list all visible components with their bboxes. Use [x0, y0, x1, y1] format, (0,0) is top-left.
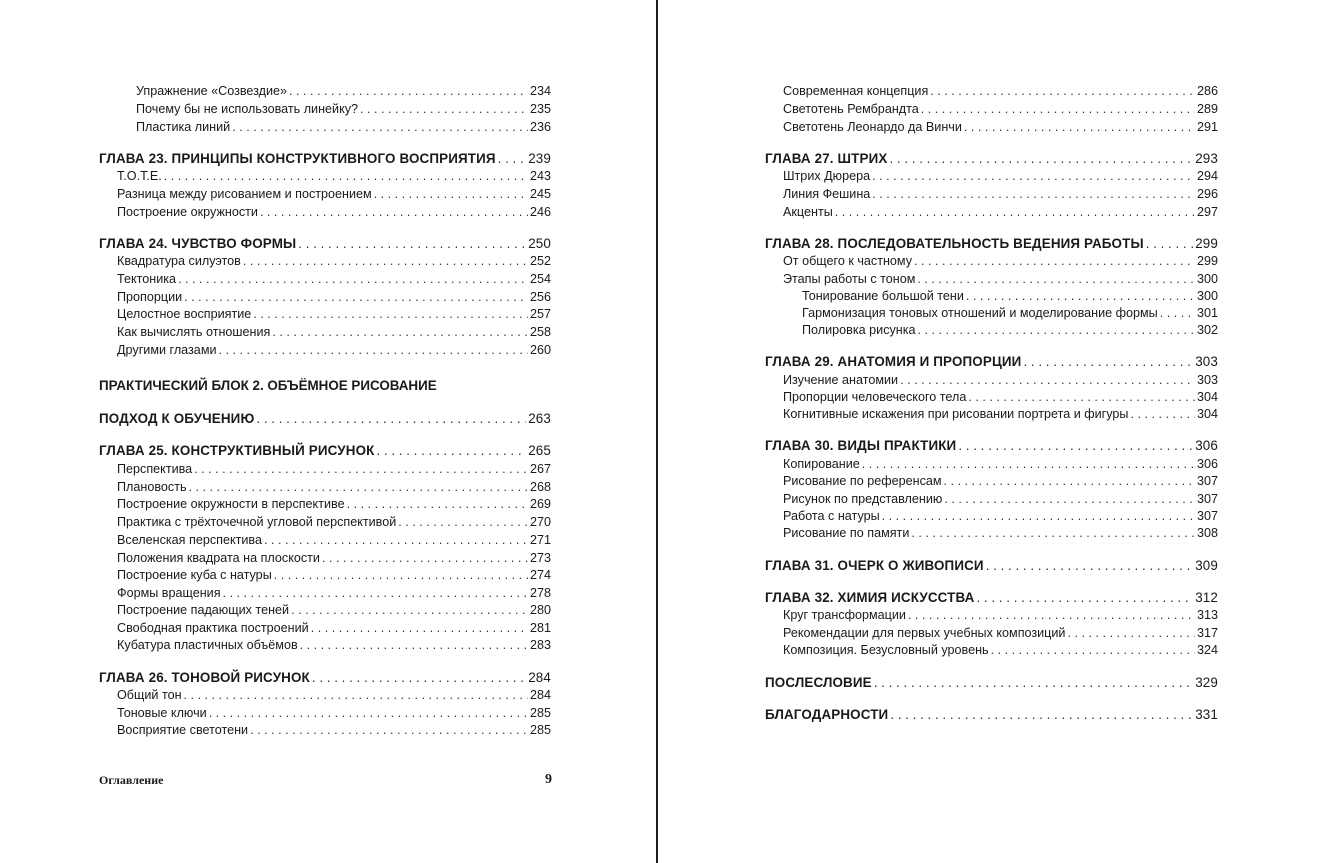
- toc-chapter-title: ПОСЛЕСЛОВИЕ: [765, 675, 872, 690]
- toc-entry: [783, 118, 1218, 136]
- toc-entry: [783, 405, 1218, 423]
- toc-entry-title: Когнитивные искажения при рисовании портрета и фигуры: [783, 407, 1129, 421]
- leader-dots: [889, 150, 1193, 168]
- toc-entry-page: 258: [529, 325, 551, 339]
- toc-chapter: [765, 150, 1218, 168]
- toc-entry-title: Разница между рисованием и построением: [117, 187, 372, 201]
- toc-entry-page: 297: [1196, 205, 1218, 219]
- toc-chapter: [765, 235, 1218, 253]
- toc-subentry: [802, 287, 1218, 305]
- leader-dots: [360, 100, 528, 118]
- toc-entry-title: Почему бы не использовать линейку?: [136, 102, 359, 116]
- toc-entry-title: Работа с натуры: [783, 509, 880, 523]
- toc-entry: [117, 270, 551, 288]
- toc-entry-page: 286: [1196, 84, 1218, 98]
- leader-dots: [900, 371, 1195, 389]
- toc-entry-page: 299: [1195, 236, 1218, 251]
- toc-entry-page: 278: [529, 586, 551, 600]
- toc-entry: [783, 270, 1218, 288]
- toc-entry-page: 235: [529, 102, 551, 116]
- leader-dots: [874, 674, 1193, 692]
- toc-entry-page: 283: [529, 638, 551, 652]
- toc-entry: [783, 388, 1218, 406]
- toc-entry-title: Изучение анатомии: [783, 373, 899, 387]
- toc-entry-title: Линия Фешина: [783, 187, 871, 201]
- toc-entry: [117, 531, 551, 549]
- toc-chapter-title: ГЛАВА 27. ШТРИХ: [765, 151, 888, 166]
- toc-entry-page: 273: [529, 551, 551, 565]
- toc-entry: [117, 601, 551, 619]
- leader-dots: [882, 507, 1195, 525]
- leader-dots: [991, 641, 1195, 659]
- toc-entry-page: 284: [529, 688, 551, 702]
- toc-entry: [783, 203, 1218, 221]
- leader-dots: [1067, 624, 1195, 642]
- toc-entry-page: 281: [529, 621, 551, 635]
- leader-dots: [291, 601, 528, 619]
- toc-entry-title: Другими глазами: [117, 343, 217, 357]
- toc-entry: [783, 490, 1218, 508]
- leader-dots: [184, 686, 528, 704]
- toc-entry-title: Полировка рисунка: [802, 323, 916, 337]
- toc-entry-title: Общий тон: [117, 688, 182, 702]
- leader-dots: [178, 270, 528, 288]
- toc-entry-page: 234: [529, 84, 551, 98]
- toc-entry-page: 307: [1196, 509, 1218, 523]
- leader-dots: [256, 410, 526, 428]
- leader-dots: [184, 288, 528, 306]
- leader-dots: [243, 252, 528, 270]
- toc-entry: [117, 460, 551, 478]
- toc-entry-title: Практика с трёхточечной угловой перспективой: [117, 515, 397, 529]
- toc-entry: [783, 371, 1218, 389]
- toc-entry-page: 309: [1195, 558, 1218, 573]
- leader-dots: [164, 167, 528, 185]
- toc-entry-page: 280: [529, 603, 551, 617]
- toc-entry-page: 269: [529, 497, 551, 511]
- leader-dots: [921, 100, 1195, 118]
- toc-entry-page: 329: [1195, 675, 1218, 690]
- toc-entry: [117, 495, 551, 513]
- leader-dots: [209, 704, 528, 722]
- toc-entry-title: Пропорции человеческого тела: [783, 390, 967, 404]
- toc-entry-title: Как вычислять отношения: [117, 325, 271, 339]
- toc-entry: [136, 118, 551, 136]
- toc-entry: [117, 636, 551, 654]
- toc-entry-page: 245: [529, 187, 551, 201]
- toc-entry-title: Вселенская перспектива: [117, 533, 262, 547]
- toc-entry: [783, 524, 1218, 542]
- toc-entry-title: Рекомендации для первых учебных композиций: [783, 626, 1066, 640]
- leader-dots: [908, 606, 1195, 624]
- toc-entry-page: 239: [528, 151, 551, 166]
- leader-dots: [914, 252, 1195, 270]
- leader-dots: [312, 669, 526, 687]
- toc-entry-title: Целостное восприятие: [117, 307, 252, 321]
- toc-entry-page: 303: [1196, 373, 1218, 387]
- toc-entry-page: 303: [1195, 354, 1218, 369]
- toc-entry: [117, 252, 551, 270]
- toc-entry-title: Построение окружности: [117, 205, 258, 219]
- toc-entry-page: 271: [529, 533, 551, 547]
- leader-dots: [274, 566, 528, 584]
- toc-entry-title: Рисунок по представлению: [783, 492, 943, 506]
- leader-dots: [219, 341, 528, 359]
- toc-entry-page: 252: [529, 254, 551, 268]
- toc-entry-title: Тектоника: [117, 272, 177, 286]
- toc-entry-page: 306: [1196, 457, 1218, 471]
- toc-entry: [783, 624, 1218, 642]
- toc-chapter: [765, 706, 1218, 724]
- toc-entry: [783, 507, 1218, 525]
- toc-entry-title: Акценты: [783, 205, 833, 219]
- toc-entry-page: 243: [529, 169, 551, 183]
- toc-entry-title: Светотень Рембрандта: [783, 102, 919, 116]
- toc-entry-title: От общего к частному: [783, 254, 913, 268]
- toc-entry-page: 304: [1196, 407, 1218, 421]
- toc-block-heading: [99, 377, 551, 395]
- toc-entry-title: Построение куба с натуры: [117, 568, 272, 582]
- toc-chapter-title: ГЛАВА 23. ПРИНЦИПЫ КОНСТРУКТИВНОГО ВОСПРИЯТИЯ: [99, 151, 496, 166]
- toc-entry-page: 308: [1196, 526, 1218, 540]
- toc-chapter-title: ГЛАВА 29. АНАТОМИЯ И ПРОПОРЦИИ: [765, 354, 1022, 369]
- leader-dots: [917, 270, 1195, 288]
- toc-entry: [117, 288, 551, 306]
- toc-entry: [783, 82, 1218, 100]
- toc-entry-title: Построение окружности в перспективе: [117, 497, 345, 511]
- toc-entry: [117, 185, 551, 203]
- toc-entry-page: 291: [1196, 120, 1218, 134]
- toc-entry-page: 256: [529, 290, 551, 304]
- footer-running-title: Оглавление: [99, 773, 164, 787]
- toc-entry-page: 300: [1196, 289, 1218, 303]
- leader-dots: [872, 185, 1195, 203]
- toc-entry-page: 285: [529, 723, 551, 737]
- toc-chapter-title: ПОДХОД К ОБУЧЕНИЮ: [99, 411, 255, 426]
- toc-entry-page: 294: [1196, 169, 1218, 183]
- leader-dots: [986, 557, 1194, 575]
- toc-entry-title: T.O.T.E.: [117, 169, 162, 183]
- leader-dots: [232, 118, 528, 136]
- leader-dots: [250, 721, 528, 739]
- toc-chapter-title: ГЛАВА 25. КОНСТРУКТИВНЫЙ РИСУНОК: [99, 443, 375, 458]
- toc-entry-title: Упражнение «Созвездие»: [136, 84, 288, 98]
- toc-entry-title: Тоновые ключи: [117, 706, 207, 720]
- toc-chapter: [99, 150, 551, 168]
- toc-entry-page: 307: [1196, 492, 1218, 506]
- toc-entry-title: Плановость: [117, 480, 187, 494]
- toc-entry-title: Положения квадрата на плоскости: [117, 551, 320, 565]
- leader-dots: [918, 321, 1195, 339]
- toc-entry-page: 284: [528, 670, 551, 685]
- leader-dots: [264, 531, 528, 549]
- toc-entry-page: 263: [528, 411, 551, 426]
- toc-chapter: [765, 353, 1218, 371]
- leader-dots: [964, 118, 1195, 136]
- leader-dots: [958, 437, 1193, 455]
- toc-entry-page: 317: [1196, 626, 1218, 640]
- toc-entry: [783, 252, 1218, 270]
- toc-chapter: [99, 235, 551, 253]
- toc-entry: [117, 619, 551, 637]
- toc-chapter: [99, 669, 551, 687]
- toc-entry-page: 274: [529, 568, 551, 582]
- toc-entry: [117, 566, 551, 584]
- toc-entry-page: 236: [529, 120, 551, 134]
- toc-entry: [117, 323, 551, 341]
- page-gutter-divider: [656, 0, 658, 863]
- toc-subentry: [802, 304, 1218, 322]
- leader-dots: [311, 619, 528, 637]
- toc-entry: [117, 341, 551, 359]
- toc-entry: [117, 478, 551, 496]
- toc-entry-title: Современная концепция: [783, 84, 929, 98]
- leader-dots: [911, 524, 1195, 542]
- toc-entry-page: 246: [529, 205, 551, 219]
- toc-entry-page: 268: [529, 480, 551, 494]
- leader-dots: [498, 150, 527, 168]
- toc-entry-page: 313: [1196, 608, 1218, 622]
- leader-dots: [253, 305, 528, 323]
- toc-entry-title: Пластика линий: [136, 120, 231, 134]
- leader-dots: [944, 472, 1195, 490]
- toc-entry-page: 306: [1195, 438, 1218, 453]
- toc-entry: [783, 100, 1218, 118]
- leader-dots: [260, 203, 528, 221]
- footer-page-number: 9: [545, 772, 552, 787]
- toc-entry-page: 257: [529, 307, 551, 321]
- toc-entry-title: Восприятие светотени: [117, 723, 249, 737]
- toc-entry-page: 270: [529, 515, 551, 529]
- leader-dots: [298, 235, 526, 253]
- leader-dots: [930, 82, 1195, 100]
- leader-dots: [872, 167, 1195, 185]
- toc-entry-page: 293: [1195, 151, 1218, 166]
- toc-entry: [117, 203, 551, 221]
- leader-dots: [300, 636, 528, 654]
- toc-entry: [117, 704, 551, 722]
- toc-chapter: [765, 437, 1218, 455]
- toc-entry-title: Штрих Дюрера: [783, 169, 871, 183]
- toc-entry-title: Копирование: [783, 457, 860, 471]
- leader-dots: [944, 490, 1195, 508]
- toc-entry-title: Формы вращения: [117, 586, 221, 600]
- leader-dots: [968, 388, 1195, 406]
- toc-entry-page: 301: [1196, 306, 1218, 320]
- toc-chapter: [99, 410, 551, 428]
- toc-entry: [783, 185, 1218, 203]
- leader-dots: [1160, 304, 1195, 322]
- leader-dots: [194, 460, 528, 478]
- toc-chapter-title: ГЛАВА 30. ВИДЫ ПРАКТИКИ: [765, 438, 957, 453]
- toc-block-title: ПРАКТИЧЕСКИЙ БЛОК 2. ОБЪЁМНОЕ РИСОВАНИЕ: [99, 378, 437, 393]
- leader-dots: [398, 513, 528, 531]
- toc-entry-title: Тонирование большой тени: [802, 289, 964, 303]
- toc-entry: [783, 641, 1218, 659]
- toc-entry-title: Свободная практика построений: [117, 621, 309, 635]
- leader-dots: [966, 287, 1195, 305]
- leader-dots: [376, 442, 526, 460]
- toc-chapter: [99, 442, 551, 460]
- toc-entry-page: 299: [1196, 254, 1218, 268]
- leader-dots: [272, 323, 528, 341]
- toc-entry-title: Композиция. Безусловный уровень: [783, 643, 989, 657]
- toc-entry-page: 250: [528, 236, 551, 251]
- toc-chapter-title: ГЛАВА 28. ПОСЛЕДОВАТЕЛЬНОСТЬ ВЕДЕНИЯ РАБОТЫ: [765, 236, 1144, 251]
- toc-entry: [117, 686, 551, 704]
- toc-entry-page: 312: [1195, 590, 1218, 605]
- toc-entry-title: Светотень Леонардо да Винчи: [783, 120, 962, 134]
- leader-dots: [347, 495, 528, 513]
- leader-dots: [374, 185, 528, 203]
- toc-entry-page: 300: [1196, 272, 1218, 286]
- toc-entry-title: Гармонизация тоновых отношений и моделирование формы: [802, 306, 1158, 320]
- toc-entry: [117, 721, 551, 739]
- toc-entry-title: Рисование по памяти: [783, 526, 910, 540]
- toc-entry-title: Построение падающих теней: [117, 603, 290, 617]
- toc-entry: [117, 584, 551, 602]
- toc-entry-page: 289: [1196, 102, 1218, 116]
- toc-entry-title: Этапы работы с тоном: [783, 272, 916, 286]
- leader-dots: [862, 455, 1195, 473]
- toc-subentry: [802, 321, 1218, 339]
- toc-chapter: [765, 589, 1218, 607]
- toc-entry-page: 324: [1196, 643, 1218, 657]
- toc-entry-title: Рисование по референсам: [783, 474, 942, 488]
- leader-dots: [1146, 235, 1193, 253]
- toc-entry: [136, 100, 551, 118]
- toc-entry-page: 260: [529, 343, 551, 357]
- toc-entry-page: 285: [529, 706, 551, 720]
- leader-dots: [890, 706, 1193, 724]
- toc-entry-title: Пропорции: [117, 290, 183, 304]
- toc-entry-title: Квадратура силуэтов: [117, 254, 241, 268]
- toc-entry: [117, 513, 551, 531]
- leader-dots: [289, 82, 528, 100]
- leader-dots: [189, 478, 528, 496]
- toc-entry: [783, 472, 1218, 490]
- leader-dots: [223, 584, 528, 602]
- toc-entry-page: 331: [1195, 707, 1218, 722]
- toc-entry-page: 304: [1196, 390, 1218, 404]
- toc-chapter: [765, 674, 1218, 692]
- toc-chapter: [765, 557, 1218, 575]
- toc-entry-page: 265: [528, 443, 551, 458]
- toc-entry-title: Круг трансформации: [783, 608, 906, 622]
- toc-entry: [136, 82, 551, 100]
- toc-entry-page: 254: [529, 272, 551, 286]
- toc-entry: [117, 167, 551, 185]
- toc-chapter-title: БЛАГОДАРНОСТИ: [765, 707, 889, 722]
- toc-entry-page: 296: [1196, 187, 1218, 201]
- toc-entry-title: Кубатура пластичных объёмов: [117, 638, 298, 652]
- toc-entry: [117, 549, 551, 567]
- leader-dots: [976, 589, 1193, 607]
- toc-entry-title: Перспектива: [117, 462, 193, 476]
- toc-entry: [117, 305, 551, 323]
- toc-chapter-title: ГЛАВА 32. ХИМИЯ ИСКУССТВА: [765, 590, 975, 605]
- toc-entry: [783, 455, 1218, 473]
- toc-chapter-title: ГЛАВА 24. ЧУВСТВО ФОРМЫ: [99, 236, 297, 251]
- leader-dots: [835, 203, 1195, 221]
- toc-entry-page: 267: [529, 462, 551, 476]
- toc-chapter-title: ГЛАВА 26. ТОНОВОЙ РИСУНОК: [99, 670, 310, 685]
- toc-entry-page: 302: [1196, 323, 1218, 337]
- leader-dots: [322, 549, 528, 567]
- toc-entry: [783, 167, 1218, 185]
- toc-chapter-title: ГЛАВА 31. ОЧЕРК О ЖИВОПИСИ: [765, 558, 984, 573]
- toc-entry-page: 307: [1196, 474, 1218, 488]
- leader-dots: [1023, 353, 1193, 371]
- toc-entry: [783, 606, 1218, 624]
- leader-dots: [1130, 405, 1195, 423]
